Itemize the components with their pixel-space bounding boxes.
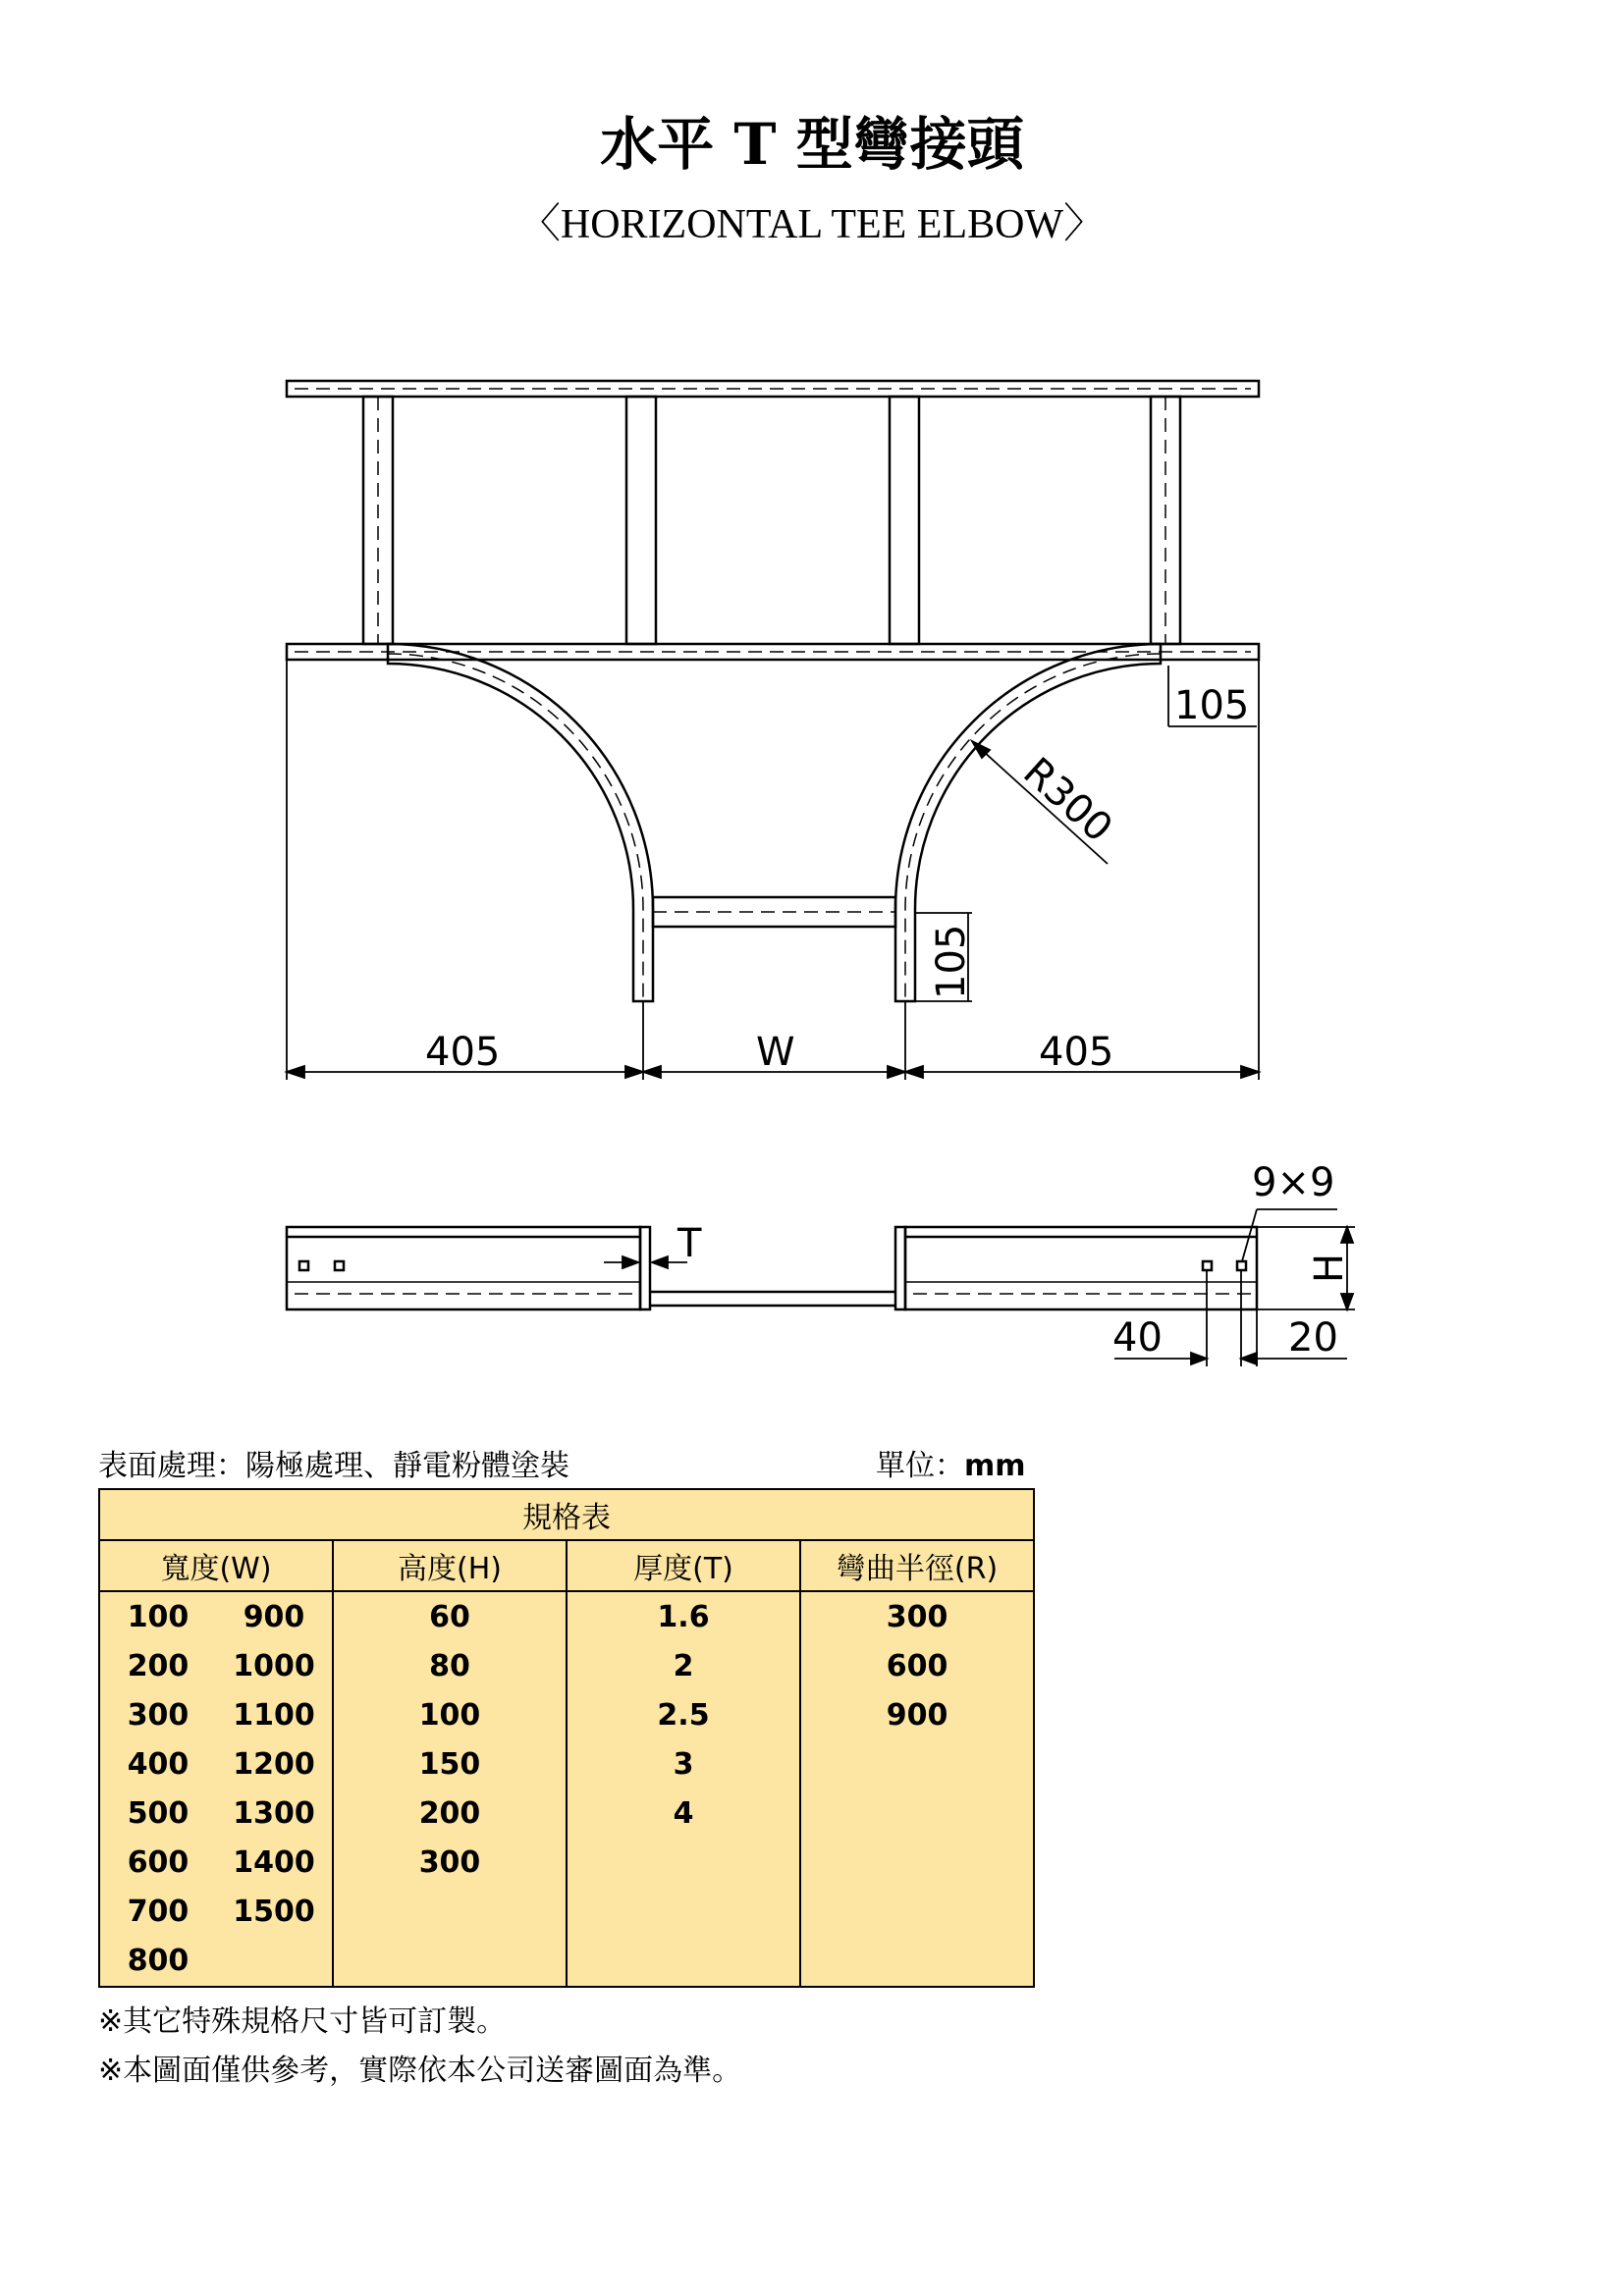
cell-radius [800, 1739, 1034, 1789]
page-subtitle: 〈HORIZONTAL TEE ELBOW〉 [518, 202, 1106, 247]
cell-width-a: 400 [99, 1739, 216, 1789]
surface-treatment: 表面處理：陽極處理、靜電粉體塗裝 [98, 1449, 569, 1483]
table-row [99, 1789, 1034, 1839]
cell-width-b: 1200 [216, 1739, 333, 1789]
cell-thickness [567, 1888, 800, 1937]
cell-width-b: 1300 [216, 1789, 333, 1839]
cell-thickness [567, 1839, 800, 1888]
cell-width-a: 300 [99, 1690, 216, 1739]
dim-radius: R300 [1014, 749, 1121, 852]
dim-right-width: 405 [1039, 1030, 1114, 1075]
cell-height [333, 1888, 567, 1937]
unit-label [876, 1441, 1026, 1484]
table-row [99, 1591, 1034, 1641]
cell-radius: 300 [800, 1591, 1034, 1641]
cell-width-a: 200 [99, 1641, 216, 1690]
cell-radius [800, 1888, 1034, 1937]
cell-width-b: 1500 [216, 1888, 333, 1937]
header-width: 寬度(W) [99, 1540, 333, 1591]
table-row [99, 1937, 1034, 1987]
dim-top-right-height: 105 [1174, 683, 1250, 728]
dim-height: H [1307, 1253, 1352, 1283]
cell-height: 150 [333, 1739, 567, 1789]
dim-left-offset: 40 [1112, 1315, 1163, 1361]
cell-height: 300 [333, 1839, 567, 1888]
cell-width-a: 800 [99, 1937, 216, 1987]
spec-table [98, 1488, 1035, 1988]
cell-thickness: 1.6 [567, 1591, 800, 1641]
side-view [287, 1227, 1257, 1309]
note-reference-only: ※本圖面僅供參考，實際依本公司送審圖面為準。 [98, 2054, 742, 2088]
cell-radius [800, 1789, 1034, 1839]
cell-radius: 900 [800, 1690, 1034, 1739]
table-row [99, 1839, 1034, 1888]
cell-thickness: 2.5 [567, 1690, 800, 1739]
header-radius: 彎曲半徑(R) [800, 1540, 1034, 1591]
dim-left-width: 405 [425, 1030, 501, 1075]
unit-value: mm [964, 1449, 1026, 1483]
cell-width-a: 600 [99, 1839, 216, 1888]
cell-thickness: 4 [567, 1789, 800, 1839]
cell-width-b: 1100 [216, 1690, 333, 1739]
cell-width-a: 500 [99, 1789, 216, 1839]
dim-right-offset: 20 [1288, 1315, 1338, 1361]
left-curve-arm [388, 644, 653, 1001]
cell-height: 80 [333, 1641, 567, 1690]
cell-width-b [216, 1937, 333, 1987]
cell-height: 60 [333, 1591, 567, 1641]
table-row [99, 1641, 1034, 1690]
cell-thickness: 2 [567, 1641, 800, 1690]
dim-center-width: W [756, 1030, 795, 1075]
header-thickness: 厚度(T) [567, 1540, 800, 1591]
spec-table-title: 規格表 [99, 1489, 1034, 1540]
cell-height: 100 [333, 1690, 567, 1739]
rungs [363, 397, 1180, 644]
unit-label-text: 單位： [876, 1449, 964, 1483]
cell-radius [800, 1937, 1034, 1987]
note-custom-sizes: ※其它特殊規格尺寸皆可訂製。 [98, 2004, 507, 2039]
cell-height [333, 1937, 567, 1987]
page-title: 水平 T 型彎接頭 [600, 111, 1024, 178]
header-height: 高度(H) [333, 1540, 567, 1591]
cell-height: 200 [333, 1789, 567, 1839]
table-row [99, 1690, 1034, 1739]
dim-center-height: 105 [929, 924, 974, 999]
cell-radius: 600 [800, 1641, 1034, 1690]
cell-width-b: 1400 [216, 1839, 333, 1888]
cell-width-a: 700 [99, 1888, 216, 1937]
cell-width-b: 1000 [216, 1641, 333, 1690]
dim-hole: 9×9 [1252, 1160, 1335, 1205]
cell-width-b: 900 [216, 1591, 333, 1641]
cell-thickness [567, 1937, 800, 1987]
cell-thickness: 3 [567, 1739, 800, 1789]
cell-radius [800, 1839, 1034, 1888]
table-row [99, 1888, 1034, 1937]
table-row [99, 1739, 1034, 1789]
cell-width-a: 100 [99, 1591, 216, 1641]
dim-thickness: T [677, 1221, 702, 1266]
